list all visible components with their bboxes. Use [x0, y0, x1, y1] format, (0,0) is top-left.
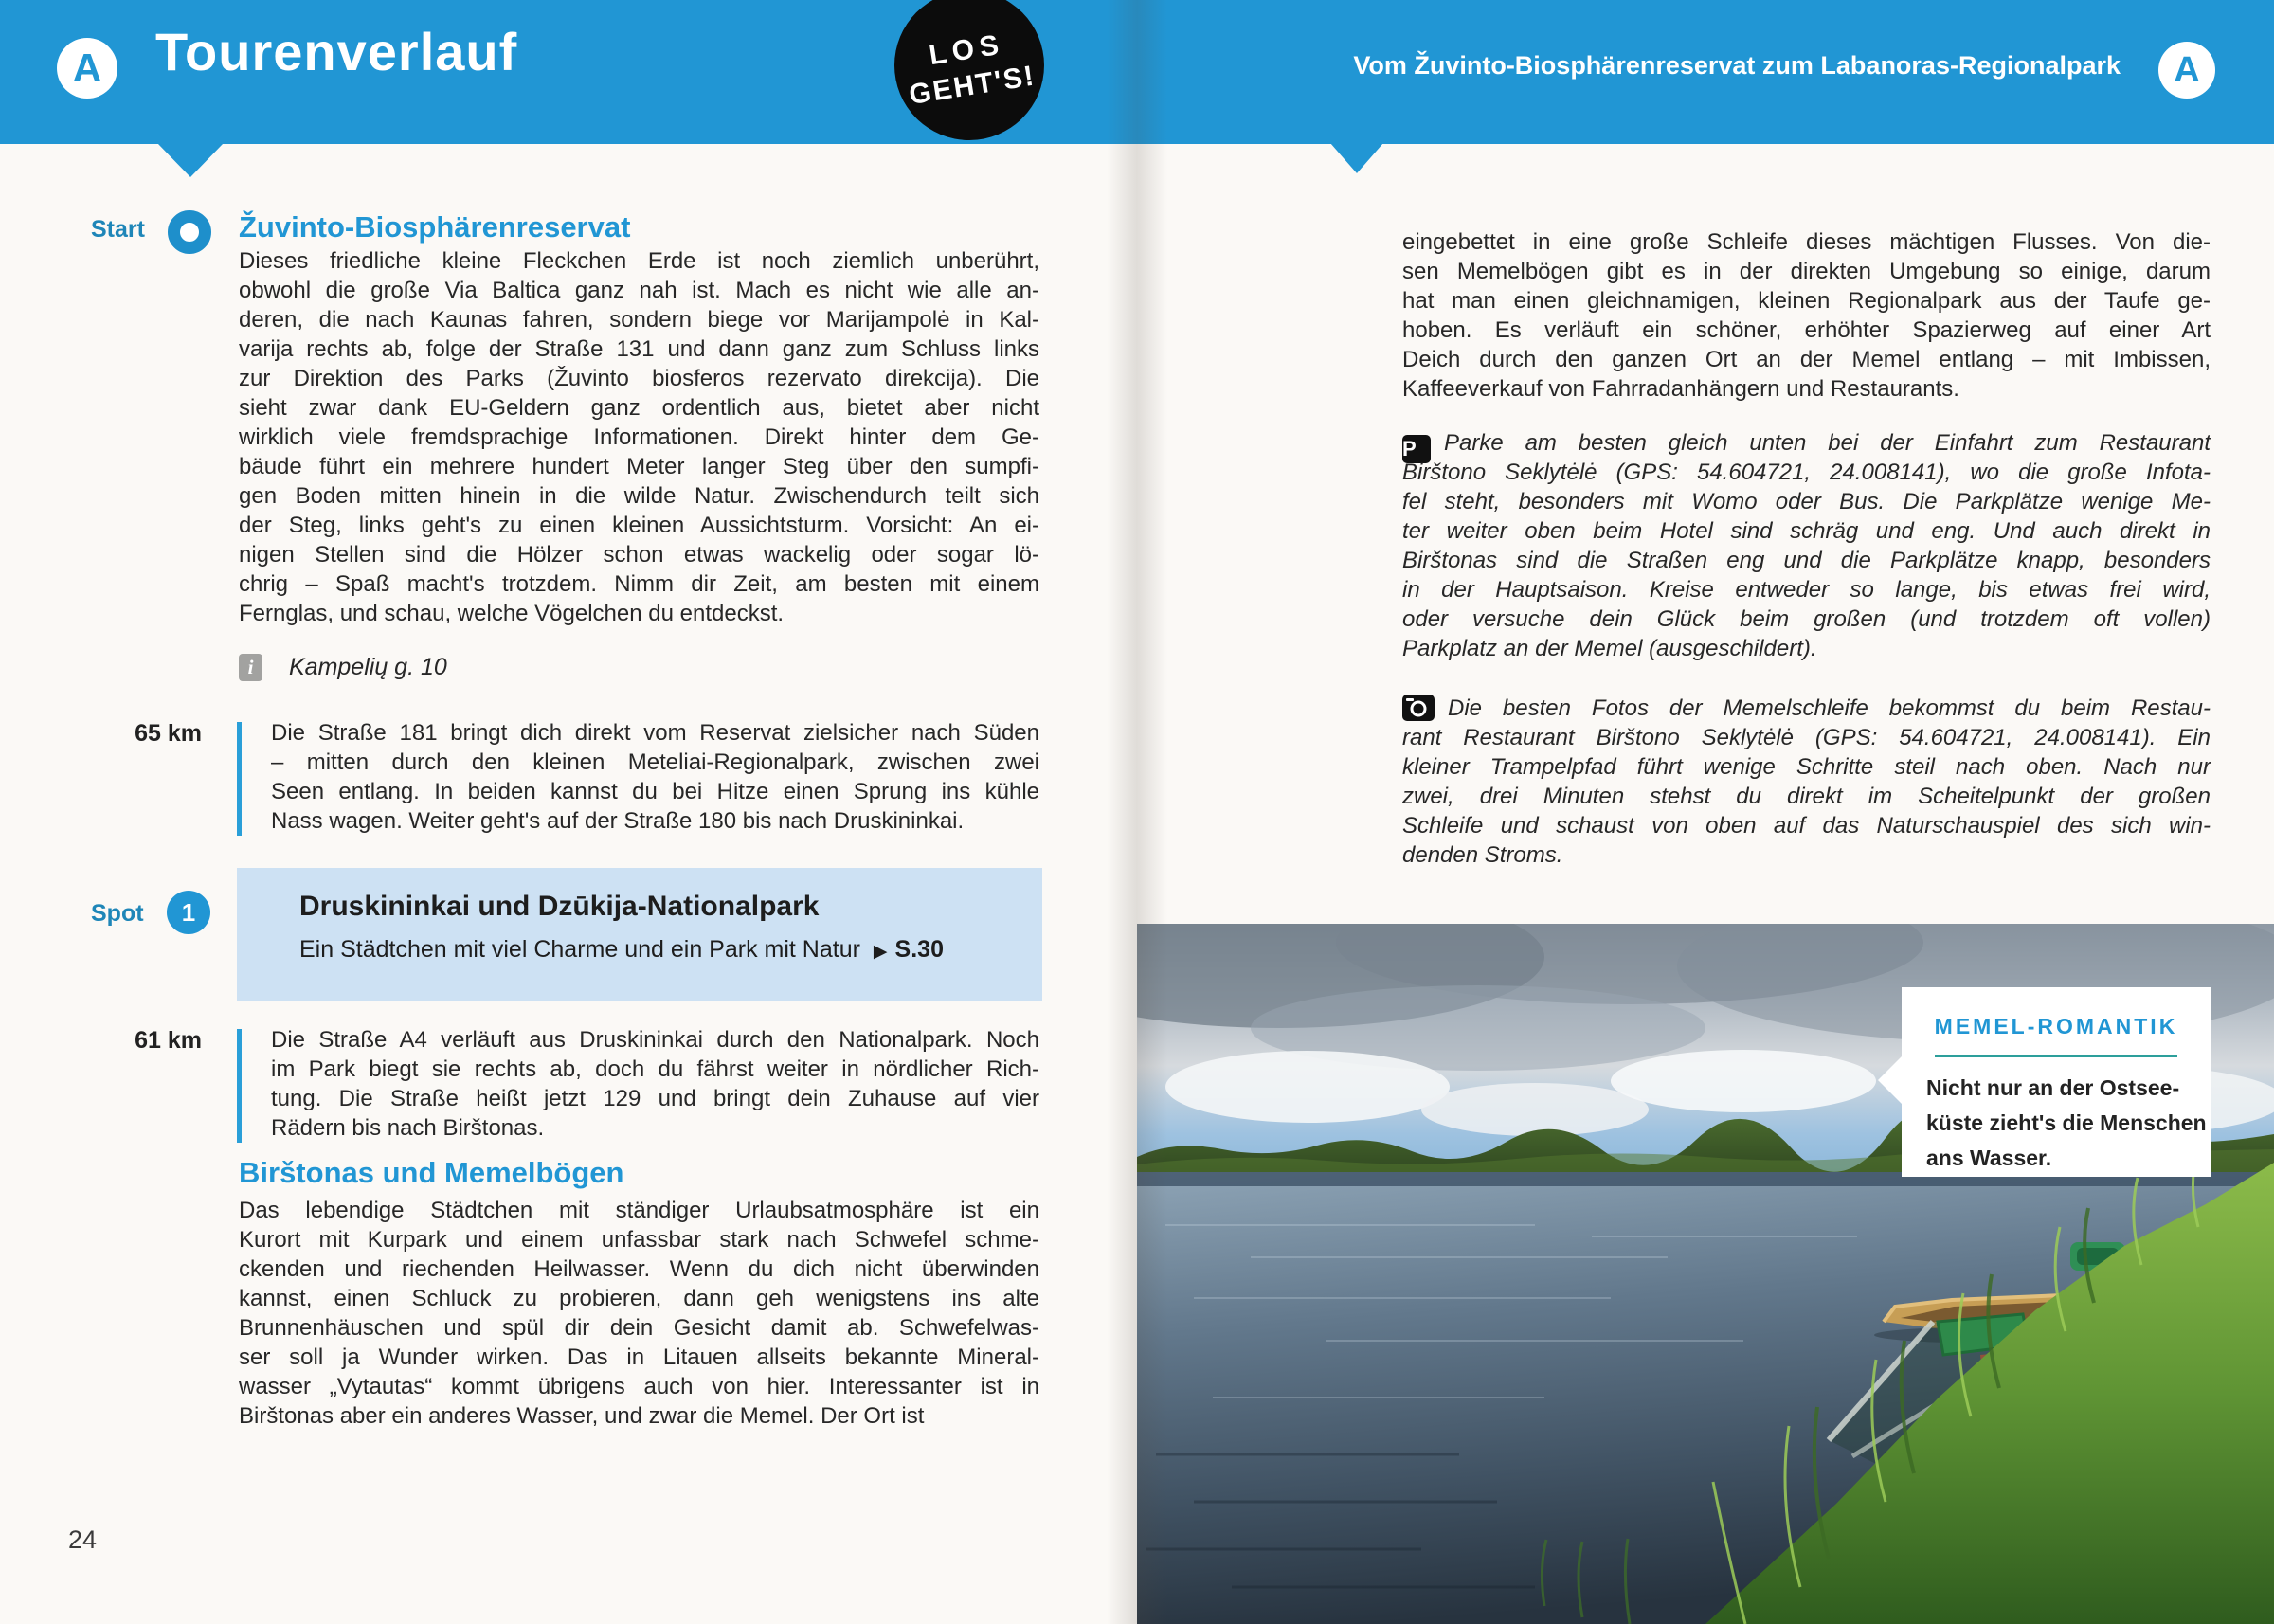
address-row — [239, 654, 447, 681]
route-segment-bar — [237, 1029, 242, 1143]
spot-page-ref: S.30 — [894, 936, 944, 963]
spot-title: Druskininkai und Dzūkija-Nationalpark — [299, 891, 820, 922]
route-a-marker-right — [2158, 42, 2215, 99]
spot-subtitle — [299, 936, 944, 964]
birstonas-paragraph: Das lebendige Städtchen mit ständiger Urlaubsatmosphäre ist ein Kurort mit Kurpark und einem unfassbar stark nach Schwefel schme- ckenden und riechenden Heilwasser. Wenn du dich nicht überwinden kannst, einen Schluck zu probieren, dann geh wenigstens ins alte Brunnenhäuschen und spül dir dein Gesicht damit ab. Schwefelwas- ser soll ja Wunder wirken. Das in Litauen allseits bekannte Mineral- wasser „Vytautas“ kommt übrigens auch von hier. Interessanter ist in Birštonas aber ein anderes Wasser, und zwar die Memel. Der Ort ist — [239, 1198, 1039, 1429]
camera-icon — [1402, 695, 1435, 721]
address-text: Kampelių g. 10 — [289, 654, 447, 680]
callout-tail-icon — [1878, 1056, 1903, 1105]
route-a-letter: A — [2174, 50, 2200, 90]
los-gehts-badge-text: LOS GEHT'S! — [906, 28, 1038, 112]
spot-box — [237, 868, 1042, 1001]
photo-tip-paragraph: Die besten Fotos der Memelschleife bekommst du beim Restau- rant Restaurant Birštono Seklytėlė (GPS: 54.604721, 24.008141). Ein kleiner Trampelpfad führt wenige Schritte steil nach oben. Nach nur zwei, drei Minuten stehst du direkt im Scheitelpunkt der großen Schleife und schaust von oben auf das Naturschauspiel des sich win- denden Stroms. — [1402, 695, 2211, 868]
route-segment-bar — [237, 722, 242, 836]
page-number: 24 — [68, 1525, 98, 1554]
page-title: Tourenverlauf — [155, 22, 518, 81]
spot-subtitle-text: Ein Städtchen mit viel Charme und ein Park mit Natur — [299, 936, 860, 963]
memel-romantik-callout — [1902, 987, 2211, 1177]
p-icon: P — [1402, 435, 1431, 463]
section-heading-zuvinto: Žuvinto-Biosphärenreservat — [239, 210, 631, 244]
memel-paragraph: eingebettet in eine große Schleife dieses mächtigen Flusses. Von die- sen Memelbögen gibt es in der direkten Umgebung so einige, darum hat man einen gleichnamigen, kleinen Regionalpark aus der Taufe ge- hoben. Es verläuft ein schöner, erhöhter Spazierweg auf einer Art Deich durch den ganzen Ort an der Memel entlang – mit Imbissen, Kaffeeverkauf von Fahrradanhängern und Restaurants. — [1402, 229, 2211, 402]
callout-title: MEMEL-ROMANTIK — [1934, 1014, 2178, 1038]
distance-label-65km: 65 km — [135, 720, 202, 747]
page-ref-arrow-icon: ▶ — [873, 942, 888, 962]
callout-text: Nicht nur an der Ostsee- küste zieht's die Menschen ans Wasser. — [1926, 1075, 2207, 1170]
header-pointer-left-icon — [157, 143, 224, 177]
zuvinto-paragraph: Dieses friedliche kleine Fleckchen Erde ist noch ziemlich unberührt, obwohl die große Via Baltica ganz nah ist. Mach es nicht wie alle an- deren, die nach Kaunas fahren, sondern biege vor Marijampolė in Kal- varija rechts ab, folge der Straße 131 und dann ganz zum Schluss links zur Direktion des Parks (Žuvinto biosferos rezervato direkcija). Die sieht zwar dank EU-Geldern ganz ordentlich aus, bietet aber nicht wirklich viele fremdsprachige Informationen. Direkt hinter dem Ge- bäude führt ein mehrere hundert Meter langer Steg über den sumpfi- gen Boden mitten hinein in die wilde Natur. Zwischendurch teilt sich der Steg, links geht's zu einen kleinen Aussichtsturm. Vorsicht: An ei- nigen Stellen sind die Hölzer schon etwas wackelig oder sogar lö- chrig – Spaß macht's trotzdem. Nimm dir Zeit, am besten mit einem Fernglas, und schau, welche Vögelchen du entdeckst. — [239, 248, 1039, 626]
spot-number-badge: 1 — [167, 891, 210, 934]
info-icon: i — [239, 654, 262, 681]
header-bar — [0, 0, 2274, 144]
callout-divider — [1935, 1055, 2177, 1057]
route-a-marker-left — [57, 38, 117, 99]
header-pointer-right-icon — [1330, 143, 1383, 173]
spot-label: Spot — [91, 900, 144, 927]
section-heading-birstonas: Birštonas und Memelbögen — [239, 1156, 624, 1189]
distance-label-61km: 61 km — [135, 1027, 202, 1054]
route-subtitle: Vom Žuvinto-Biosphärenreservat zum Labanoras-Regionalpark — [1353, 51, 2121, 80]
km61-paragraph: Die Straße A4 verläuft aus Druskininkai durch den Nationalpark. Noch im Park biegt sie rechts ab, doch du fährst weiter in nördlicher Rich- tung. Die Straße heißt jetzt 129 und bringt dein Zuhause auf vier Rädern bis nach Birštonas. — [271, 1027, 1039, 1141]
memel-river-photo — [1137, 924, 2274, 1624]
route-a-letter: A — [72, 45, 102, 90]
km65-paragraph: Die Straße 181 bringt dich direkt vom Reservat zielsicher nach Süden – mitten durch den kleinen Meteliai-Regionalpark, zwischen zwei Seen entlang. In beiden kannst du bei Hitze einen Sprung ins kühle Nass wagen. Weiter geht's auf der Straße 180 bis nach Druskininkai. — [271, 720, 1039, 834]
start-label: Start — [91, 216, 145, 243]
parking-tip-paragraph: P Parke am besten gleich unten bei der Einfahrt zum Restaurant Birštono Seklytėlė (GPS: 54.604721, 24.008141), wo die große Infota- fel steht, besonders mit Womo oder Bus. Die Parkplätze wenige Me- ter weiter oben beim Hotel sind schräg und eng. Und auch direkt in Birštonas sind die Straßen eng und die Parkplätze knapp, besonders in der Hauptsaison. Kreise entweder so lange, bis etwas frei wird, oder versuche dein Glück beim großen (und trotzdem oft vollen) Parkplatz an der Memel (ausgeschildert). — [1402, 430, 2211, 661]
start-ring-icon — [168, 210, 211, 254]
